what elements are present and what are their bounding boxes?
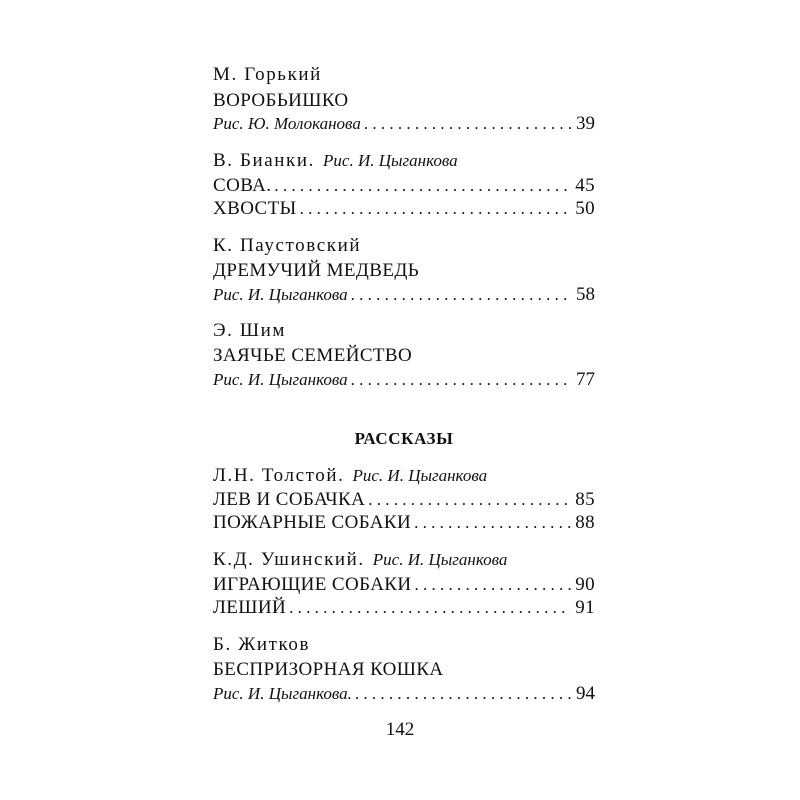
author-name: Л.Н. Толстой. <box>213 465 345 486</box>
author-bianki <box>213 148 595 174</box>
page-ref: 94 <box>576 683 595 704</box>
story-title: ХВОСТЫ <box>213 198 297 219</box>
page-ref: 91 <box>575 597 595 618</box>
illustrator-label: Рис. И. Цыганкова <box>323 151 458 170</box>
toc-row-besprizornaya <box>213 681 595 707</box>
dot-leader <box>300 196 572 222</box>
toc-row-dremuchiy <box>213 282 595 308</box>
story-title: ЛЕШИЙ <box>213 597 287 618</box>
toc-row-zayachye <box>213 367 595 393</box>
illustrator-label: Рис. И. Цыганкова <box>352 466 488 485</box>
author-name: В. Бианки. <box>213 150 316 171</box>
author-name: К. Паустовский <box>213 235 362 256</box>
story-title: ПОЖАРНЫЕ СОБАКИ <box>213 512 412 533</box>
illustrator-label: Рис. И. Цыганкова <box>372 550 508 569</box>
page-ref: 50 <box>575 198 595 219</box>
author-ushinsky <box>213 547 595 573</box>
page-ref: 45 <box>575 175 595 196</box>
author-name: Э. Шим <box>213 320 287 341</box>
author-name: Б. Житков <box>213 634 311 655</box>
page-ref: 77 <box>576 369 595 390</box>
author-name: К.Д. Ушинский. <box>213 549 365 570</box>
illustrator-label: Рис. И. Цыганкова <box>213 370 348 389</box>
section-heading: РАССКАЗЫ <box>354 429 454 448</box>
page-ref: 39 <box>576 113 595 134</box>
page-ref: 58 <box>576 284 595 305</box>
title-zayachye: ЗАЯЧЬЕ СЕМЕЙСТВО <box>213 345 413 366</box>
dot-leader <box>355 681 572 707</box>
dot-leader <box>414 510 571 536</box>
toc-row-leshiy <box>213 595 595 621</box>
page-ref: 85 <box>575 489 595 510</box>
author-tolstoy <box>213 463 595 489</box>
story-title: ИГРАЮЩИЕ СОБАКИ <box>213 574 412 595</box>
title-besprizornaya: БЕСПРИЗОРНАЯ КОШКА <box>213 659 444 680</box>
dot-leader <box>364 111 572 137</box>
author-name: М. Горький <box>213 64 322 85</box>
author-gorky <box>213 62 595 88</box>
page-ref: 88 <box>575 512 595 533</box>
dot-leader <box>289 595 571 621</box>
toc-row-vorobishko <box>213 111 595 137</box>
author-shim <box>213 318 595 344</box>
dot-leader <box>351 282 572 308</box>
toc-row-pozharnye <box>213 510 595 536</box>
author-paustovsky <box>213 233 595 259</box>
toc-row-hvosty <box>213 196 595 222</box>
author-zhitkov <box>213 632 595 658</box>
title-dremuchiy: ДРЕМУЧИЙ МЕДВЕДЬ <box>213 260 420 281</box>
illustrator-label: Рис. И. Цыганкова <box>213 285 348 304</box>
title-vorobishko: ВОРОБЬИШКО <box>213 90 349 111</box>
dot-leader <box>351 367 572 393</box>
illustrator-label: Рис. И. Цыганкова. <box>213 684 352 703</box>
story-title: ЛЕВ И СОБАЧКА <box>213 489 366 510</box>
story-title: СОВА. <box>213 175 272 196</box>
illustrator-label: Рис. Ю. Молоканова <box>213 114 361 133</box>
page-ref: 90 <box>575 574 595 595</box>
page-number: 142 <box>385 719 415 740</box>
